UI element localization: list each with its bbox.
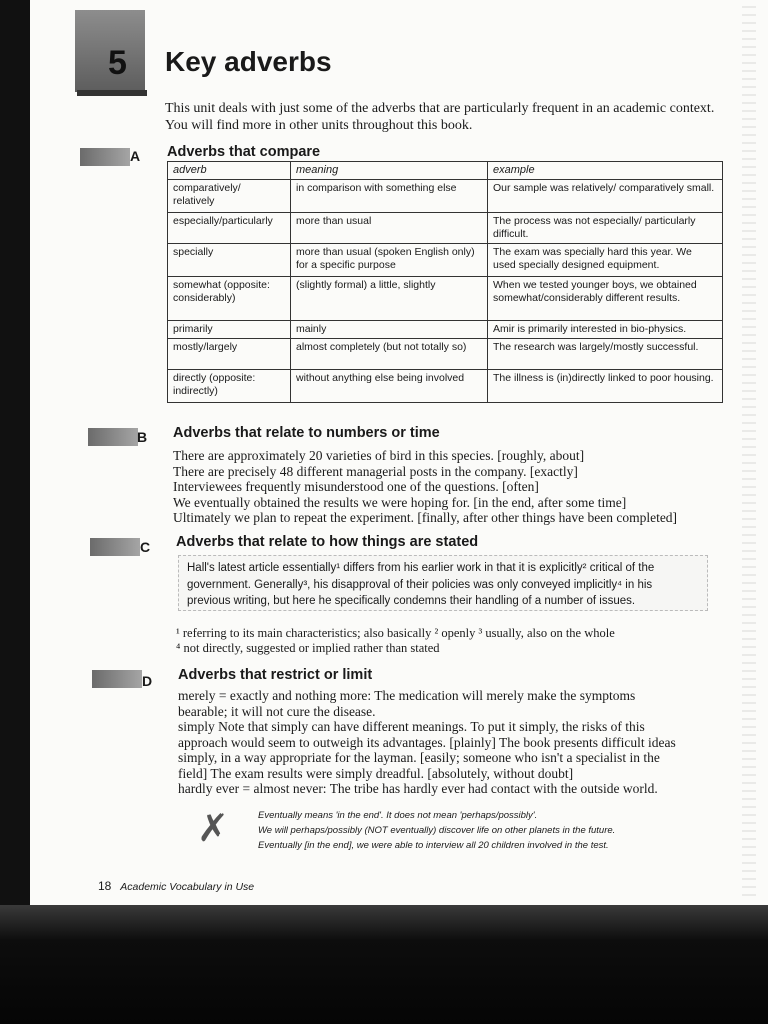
intro-paragraph: This unit deals with just some of the adverbs that are particularly frequent in an academic context. You will find more in other units throughout this book.: [165, 101, 715, 133]
section-a-heading: Adverbs that compare: [167, 144, 321, 160]
example-box: [178, 555, 708, 611]
table-cell: directly (opposite: indirectly): [168, 370, 291, 403]
section-c-marker: [90, 538, 140, 556]
section-b-text: [173, 448, 677, 526]
page-edge: [742, 0, 756, 900]
table-cell: Amir is primarily interested in bio-physics.: [488, 321, 723, 339]
text-line: field] The exam results were simply dreadful. [absolutely, without doubt]: [178, 765, 574, 781]
table-cell: comparatively/ relatively: [168, 180, 291, 213]
table-cell: somewhat (opposite: considerably): [168, 277, 291, 321]
text-line: There are precisely 48 different managerial posts in the company. [exactly]: [173, 463, 578, 479]
section-b-heading: Adverbs that relate to numbers or time: [173, 425, 440, 441]
table-cell: more than usual: [291, 213, 488, 244]
table-row: [168, 244, 723, 277]
table-cell: The exam was specially hard this year. We used specially designed equipment.: [488, 244, 723, 277]
table-cell: without anything else being involved: [291, 370, 488, 403]
section-b-marker: [88, 428, 138, 446]
page-number: 18: [98, 879, 112, 893]
column-header: meaning: [291, 162, 488, 180]
footnotes: [176, 626, 615, 656]
usage-note: [258, 808, 615, 853]
adverbs-table: [167, 161, 723, 403]
cross-warning-icon: ✗: [197, 806, 229, 850]
table-cell: mainly: [291, 321, 488, 339]
table-cell: Our sample was relatively/ comparatively small.: [488, 180, 723, 213]
table-row: [168, 370, 723, 403]
text-line: We will perhaps/possibly (NOT eventually) discover life on other planets in the future.: [258, 825, 616, 836]
table-cell: specially: [168, 244, 291, 277]
table-cell: mostly/largely: [168, 339, 291, 370]
section-c-heading: Adverbs that relate to how things are stated: [176, 534, 479, 550]
text-line: simply, in a way appropriate for the layman. [easily; someone who isn't a specialist in the: [178, 750, 660, 765]
section-d-marker: [92, 670, 142, 688]
text-line: hardly ever = almost never: The tribe has hardly ever had contact with the outside world.: [178, 781, 658, 796]
table-row: [168, 277, 723, 321]
text-line: Interviewees frequently misunderstood one of the questions. [often]: [173, 479, 539, 494]
text-line: Eventually [in the end], we were able to interview all 20 children involved in the test.: [258, 840, 609, 851]
section-d-heading: Adverbs that restrict or limit: [178, 667, 373, 683]
text-line: There are approximately 20 varieties of bird in this species. [roughly, about]: [173, 448, 585, 463]
text-line: We eventually obtained the results we were hoping for. [in the end, after some time]: [173, 494, 627, 510]
table-row: [168, 339, 723, 370]
page-title: Key adverbs: [165, 46, 332, 77]
book-title: Academic Vocabulary in Use: [120, 881, 255, 893]
table-cell: primarily: [168, 321, 291, 339]
text-line: previous writing, but here he specifically condemns their handling of a number of issues.: [187, 595, 636, 607]
text-line: approach would seem to outweigh its advantages. [plainly] The book presents difficult ideas: [178, 734, 676, 750]
section-b-letter: B: [137, 429, 148, 445]
text-line: Eventually means 'in the end'. It does not mean 'perhaps/possibly'.: [258, 810, 538, 821]
table-cell: more than usual (spoken English only) for a specific purpose: [291, 244, 488, 277]
section-d-text: [178, 688, 676, 797]
table-row: [168, 321, 723, 339]
table-cell: especially/particularly: [168, 213, 291, 244]
section-d-letter: D: [142, 673, 153, 689]
text-line: Ultimately we plan to repeat the experiment. [finally, after other things have been completed]: [173, 510, 678, 525]
book-spine: [0, 0, 30, 1024]
text-line: Hall's latest article essentially¹ differs from his earlier work in that it is explicitly² critical of the: [187, 562, 655, 574]
section-c-letter: C: [140, 539, 151, 555]
table-row: [168, 180, 723, 213]
table-header-row: [168, 162, 723, 180]
scan-shadow: [0, 905, 768, 1024]
unit-badge-bar: [77, 90, 147, 96]
table-row: [168, 213, 723, 244]
column-header: example: [488, 162, 723, 180]
table-cell: almost completely (but not totally so): [291, 339, 488, 370]
table-cell: The illness is (in)directly linked to poor housing.: [488, 370, 723, 403]
page-footer: [98, 879, 254, 893]
footnote: ¹ referring to its main characteristics; also basically ² openly ³ usually, also on the whole: [176, 626, 615, 640]
table-cell: (slightly formal) a little, slightly: [291, 277, 488, 321]
column-header: adverb: [168, 162, 291, 180]
text-line: simply Note that simply can have different meanings. To put it simply, the risks of this: [178, 719, 645, 734]
table-cell: The research was largely/mostly successful.: [488, 339, 723, 370]
section-a-marker: [80, 148, 130, 166]
text-line: bearable; it will not cure the disease.: [178, 703, 376, 719]
section-a-letter: A: [130, 148, 141, 164]
table-cell: The process was not especially/ particularly difficult.: [488, 213, 723, 244]
unit-number: 5: [108, 44, 127, 82]
table-cell: When we tested younger boys, we obtained somewhat/considerably different results.: [488, 277, 723, 321]
table-cell: in comparison with something else: [291, 180, 488, 213]
text-line: government. Generally³, his disapproval of their policies was only conveyed implicitly⁴ in his: [187, 578, 653, 591]
footnote: ⁴ not directly, suggested or implied rather than stated: [176, 641, 440, 655]
text-line: merely = exactly and nothing more: The medication will merely make the symptoms: [178, 688, 636, 703]
